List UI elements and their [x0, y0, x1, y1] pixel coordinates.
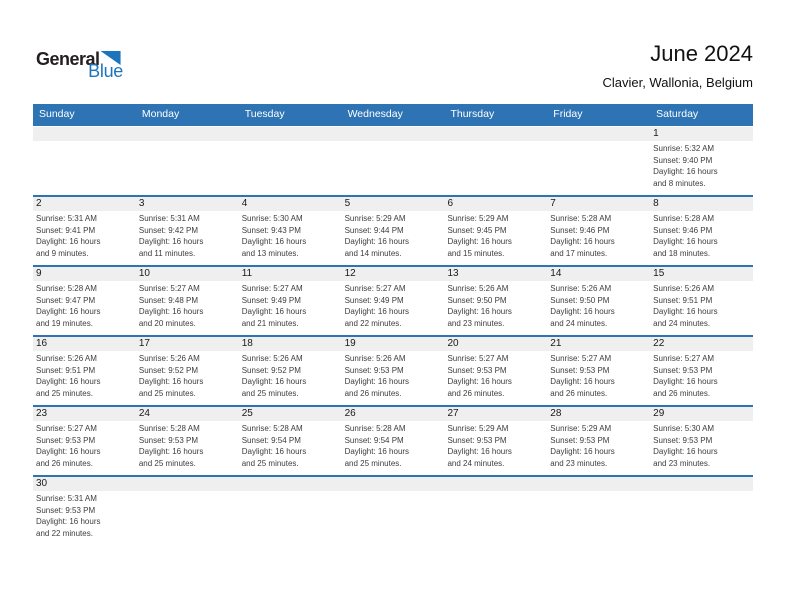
sunset-text: Sunset: 9:54 PM	[344, 435, 404, 445]
daylight-text-line2: and 26 minutes.	[36, 458, 93, 468]
day-details-row	[33, 211, 753, 259]
sunset-text: Sunset: 9:42 PM	[138, 225, 199, 235]
day-number	[136, 127, 239, 141]
day-details	[547, 351, 650, 399]
sunrise-text: Sunrise: 5:26 AM	[447, 284, 509, 293]
sunrise-text: Sunrise: 5:27 AM	[241, 284, 303, 293]
day-details	[136, 421, 239, 469]
date-number-strip	[33, 407, 753, 421]
sunset-text: Sunset: 9:50 PM	[447, 295, 507, 305]
weekday-header-row	[33, 104, 753, 126]
weekday-header-thursday: Thursday	[450, 108, 495, 120]
sunset-text: Sunset: 9:41 PM	[36, 225, 96, 235]
day-number: 5	[344, 198, 351, 209]
sunrise-text: Sunrise: 5:32 AM	[653, 144, 715, 153]
general-blue-logo	[36, 50, 123, 80]
weekday-header-saturday: Saturday	[656, 108, 699, 120]
day-details	[136, 211, 239, 259]
week-row	[33, 127, 753, 197]
day-number: 14	[550, 268, 562, 279]
day-number: 4	[241, 198, 248, 209]
daylight-text-line1: Daylight: 16 hours	[344, 447, 410, 456]
sunset-text: Sunset: 9:49 PM	[344, 295, 404, 305]
daylight-text-line1: Daylight: 16 hours	[241, 307, 307, 316]
daylight-text-line2: and 20 minutes.	[138, 318, 196, 328]
day-details	[444, 211, 547, 259]
sunset-text: Sunset: 9:43 PM	[241, 225, 301, 235]
empty-day-cell	[342, 491, 445, 539]
day-number: 10	[138, 268, 150, 279]
daylight-text-line1: Daylight: 16 hours	[138, 447, 204, 456]
daylight-text-line2: and 11 minutes.	[138, 248, 196, 258]
daylight-text-line1: Daylight: 16 hours	[653, 447, 718, 456]
daylight-text-line2: and 13 minutes.	[241, 248, 299, 258]
sunrise-text: Sunrise: 5:27 AM	[36, 424, 97, 433]
daylight-text-line1: Daylight: 16 hours	[36, 307, 101, 316]
day-number	[547, 127, 650, 141]
empty-day-cell	[444, 491, 547, 539]
day-number: 17	[138, 338, 150, 349]
day-number: 21	[550, 338, 562, 349]
day-details-row	[33, 421, 753, 469]
daylight-text-line2: and 25 minutes.	[36, 388, 93, 398]
daylight-text-line2: and 25 minutes.	[241, 388, 299, 398]
sunset-text: Sunset: 9:46 PM	[550, 225, 610, 235]
day-number: 9	[36, 268, 42, 279]
day-number	[547, 477, 650, 491]
sunrise-text: Sunrise: 5:28 AM	[653, 214, 715, 223]
daylight-text-line2: and 26 minutes.	[447, 388, 505, 398]
weekday-header-sunday: Sunday	[39, 108, 75, 120]
daylight-text-line1: Daylight: 16 hours	[653, 167, 718, 176]
day-details	[650, 141, 753, 189]
sunrise-text: Sunrise: 5:28 AM	[138, 424, 200, 433]
day-details	[239, 281, 342, 329]
sunset-text: Sunset: 9:45 PM	[447, 225, 507, 235]
daylight-text-line2: and 25 minutes.	[241, 458, 299, 468]
logo-text-blue: Blue	[88, 61, 123, 81]
sunrise-text: Sunrise: 5:26 AM	[36, 354, 97, 363]
sunset-text: Sunset: 9:40 PM	[653, 155, 713, 165]
sunset-text: Sunset: 9:53 PM	[653, 365, 713, 375]
day-number: 30	[36, 478, 48, 489]
day-details-row	[33, 491, 753, 539]
day-details-row	[33, 281, 753, 329]
daylight-text-line1: Daylight: 16 hours	[36, 517, 101, 526]
day-number: 13	[447, 268, 459, 279]
logo-text-general: General	[36, 49, 100, 69]
daylight-text-line2: and 23 minutes.	[550, 458, 608, 468]
sunset-text: Sunset: 9:53 PM	[36, 505, 96, 515]
day-details	[33, 351, 136, 399]
daylight-text-line2: and 19 minutes.	[36, 318, 93, 328]
sunrise-text: Sunrise: 5:26 AM	[653, 284, 715, 293]
date-number-strip	[33, 337, 753, 351]
sunset-text: Sunset: 9:54 PM	[241, 435, 301, 445]
month-title: June 2024	[650, 41, 753, 66]
sunset-text: Sunset: 9:52 PM	[241, 365, 301, 375]
sunrise-text: Sunrise: 5:27 AM	[344, 284, 406, 293]
sunset-text: Sunset: 9:53 PM	[344, 365, 404, 375]
day-number: 11	[241, 268, 253, 279]
daylight-text-line1: Daylight: 16 hours	[36, 237, 101, 246]
sunrise-text: Sunrise: 5:26 AM	[241, 354, 303, 363]
daylight-text-line1: Daylight: 16 hours	[550, 237, 615, 246]
sunrise-text: Sunrise: 5:29 AM	[344, 214, 406, 223]
empty-day-cell	[547, 491, 650, 539]
sunset-text: Sunset: 9:53 PM	[138, 435, 199, 445]
daylight-text-line1: Daylight: 16 hours	[447, 447, 512, 456]
daylight-text-line2: and 15 minutes.	[447, 248, 505, 258]
daylight-text-line1: Daylight: 16 hours	[344, 307, 410, 316]
daylight-text-line1: Daylight: 16 hours	[550, 307, 615, 316]
day-details	[650, 421, 753, 469]
day-details-row	[33, 141, 753, 189]
daylight-text-line1: Daylight: 16 hours	[241, 237, 307, 246]
daylight-text-line1: Daylight: 16 hours	[344, 237, 410, 246]
day-details	[136, 281, 239, 329]
empty-day-cell	[547, 141, 650, 189]
day-number: 1	[653, 128, 659, 139]
day-number	[342, 477, 445, 491]
day-details	[136, 351, 239, 399]
daylight-text-line1: Daylight: 16 hours	[447, 307, 512, 316]
sunrise-text: Sunrise: 5:29 AM	[447, 214, 509, 223]
sunrise-text: Sunrise: 5:30 AM	[241, 214, 303, 223]
empty-day-cell	[239, 491, 342, 539]
empty-day-cell	[444, 141, 547, 189]
day-number: 15	[653, 268, 665, 279]
sunset-text: Sunset: 9:51 PM	[653, 295, 713, 305]
daylight-text-line1: Daylight: 16 hours	[344, 377, 410, 386]
daylight-text-line2: and 25 minutes.	[138, 458, 196, 468]
sunset-text: Sunset: 9:48 PM	[138, 295, 199, 305]
day-number: 7	[550, 198, 556, 209]
day-number: 24	[138, 408, 150, 419]
daylight-text-line2: and 8 minutes.	[653, 178, 706, 188]
day-number	[444, 477, 547, 491]
date-number-strip	[33, 477, 753, 491]
sunset-text: Sunset: 9:53 PM	[653, 435, 713, 445]
sunset-text: Sunset: 9:53 PM	[447, 365, 507, 375]
daylight-text-line2: and 22 minutes.	[344, 318, 402, 328]
daylight-text-line1: Daylight: 16 hours	[653, 237, 718, 246]
day-details	[239, 421, 342, 469]
daylight-text-line1: Daylight: 16 hours	[550, 377, 615, 386]
day-number	[650, 477, 753, 491]
daylight-text-line1: Daylight: 16 hours	[550, 447, 615, 456]
daylight-text-line2: and 22 minutes.	[36, 528, 93, 538]
daylight-text-line1: Daylight: 16 hours	[36, 447, 101, 456]
day-details	[650, 281, 753, 329]
sunrise-text: Sunrise: 5:28 AM	[36, 284, 97, 293]
day-details	[342, 351, 445, 399]
sunset-text: Sunset: 9:53 PM	[447, 435, 507, 445]
day-number: 29	[653, 408, 665, 419]
daylight-text-line1: Daylight: 16 hours	[653, 377, 718, 386]
daylight-text-line2: and 26 minutes.	[344, 388, 402, 398]
sunrise-text: Sunrise: 5:29 AM	[447, 424, 509, 433]
day-details	[547, 421, 650, 469]
day-details-row	[33, 351, 753, 399]
day-details	[444, 281, 547, 329]
empty-day-cell	[342, 141, 445, 189]
date-number-strip	[33, 267, 753, 281]
day-number: 16	[36, 338, 48, 349]
day-details	[444, 351, 547, 399]
daylight-text-line1: Daylight: 16 hours	[241, 377, 307, 386]
day-number: 18	[241, 338, 253, 349]
daylight-text-line2: and 26 minutes.	[653, 388, 711, 398]
weekday-header-monday: Monday	[141, 108, 180, 120]
day-details	[33, 421, 136, 469]
week-row	[33, 477, 753, 547]
sunrise-text: Sunrise: 5:27 AM	[138, 284, 200, 293]
daylight-text-line2: and 14 minutes.	[344, 248, 402, 258]
day-details	[33, 491, 136, 539]
day-number: 28	[550, 408, 562, 419]
sunrise-text: Sunrise: 5:28 AM	[550, 214, 612, 223]
day-details	[33, 281, 136, 329]
sunset-text: Sunset: 9:53 PM	[550, 365, 610, 375]
day-number	[239, 127, 342, 141]
calendar-table	[33, 104, 753, 547]
daylight-text-line2: and 23 minutes.	[447, 318, 505, 328]
day-details	[650, 211, 753, 259]
weekday-header-friday: Friday	[553, 108, 583, 120]
sunrise-text: Sunrise: 5:27 AM	[447, 354, 509, 363]
sunrise-text: Sunrise: 5:30 AM	[653, 424, 715, 433]
day-number: 20	[447, 338, 459, 349]
weekday-header-wednesday: Wednesday	[347, 108, 403, 120]
empty-day-cell	[136, 491, 239, 539]
day-number: 25	[241, 408, 253, 419]
sunrise-text: Sunrise: 5:27 AM	[653, 354, 715, 363]
day-details	[239, 211, 342, 259]
sunset-text: Sunset: 9:46 PM	[653, 225, 713, 235]
sunset-text: Sunset: 9:50 PM	[550, 295, 610, 305]
week-row	[33, 267, 753, 337]
weekday-header-tuesday: Tuesday	[244, 108, 285, 120]
location-subtitle: Clavier, Wallonia, Belgium	[602, 75, 753, 90]
day-details	[547, 211, 650, 259]
day-number: 8	[653, 198, 659, 209]
daylight-text-line2: and 21 minutes.	[241, 318, 299, 328]
date-number-strip	[33, 127, 753, 141]
title-block	[602, 42, 753, 90]
day-number	[239, 477, 342, 491]
sunrise-text: Sunrise: 5:28 AM	[344, 424, 406, 433]
week-row	[33, 337, 753, 407]
day-number: 27	[447, 408, 459, 419]
day-number: 12	[344, 268, 356, 279]
sunset-text: Sunset: 9:49 PM	[241, 295, 301, 305]
daylight-text-line2: and 17 minutes.	[550, 248, 608, 258]
daylight-text-line1: Daylight: 16 hours	[138, 377, 204, 386]
sunset-text: Sunset: 9:44 PM	[344, 225, 404, 235]
calendar-weeks	[33, 127, 753, 547]
day-number: 19	[344, 338, 356, 349]
sunset-text: Sunset: 9:51 PM	[36, 365, 96, 375]
sunrise-text: Sunrise: 5:28 AM	[241, 424, 303, 433]
week-row	[33, 197, 753, 267]
empty-day-cell	[239, 141, 342, 189]
sunrise-text: Sunrise: 5:31 AM	[138, 214, 200, 223]
daylight-text-line2: and 24 minutes.	[653, 318, 711, 328]
day-number: 23	[36, 408, 48, 419]
day-number	[444, 127, 547, 141]
day-number: 3	[138, 198, 145, 209]
sunrise-text: Sunrise: 5:31 AM	[36, 494, 97, 503]
daylight-text-line2: and 18 minutes.	[653, 248, 711, 258]
sunrise-text: Sunrise: 5:26 AM	[344, 354, 406, 363]
sunset-text: Sunset: 9:53 PM	[550, 435, 610, 445]
date-number-strip	[33, 197, 753, 211]
daylight-text-line2: and 25 minutes.	[138, 388, 196, 398]
day-details	[444, 421, 547, 469]
sunrise-text: Sunrise: 5:27 AM	[550, 354, 612, 363]
empty-day-cell	[33, 141, 136, 189]
day-details	[342, 281, 445, 329]
day-details	[239, 351, 342, 399]
daylight-text-line2: and 24 minutes.	[447, 458, 505, 468]
daylight-text-line1: Daylight: 16 hours	[138, 237, 204, 246]
sunrise-text: Sunrise: 5:31 AM	[36, 214, 97, 223]
day-details	[342, 211, 445, 259]
day-details	[342, 421, 445, 469]
daylight-text-line1: Daylight: 16 hours	[241, 447, 307, 456]
daylight-text-line2: and 24 minutes.	[550, 318, 608, 328]
day-details	[547, 281, 650, 329]
daylight-text-line2: and 9 minutes.	[36, 248, 89, 258]
daylight-text-line2: and 25 minutes.	[344, 458, 402, 468]
day-number	[136, 477, 239, 491]
day-number: 6	[447, 198, 453, 209]
day-number	[33, 127, 136, 141]
sunset-text: Sunset: 9:53 PM	[36, 435, 96, 445]
day-number: 26	[344, 408, 356, 419]
empty-day-cell	[650, 491, 753, 539]
daylight-text-line1: Daylight: 16 hours	[447, 237, 512, 246]
daylight-text-line1: Daylight: 16 hours	[447, 377, 512, 386]
day-details	[33, 211, 136, 259]
daylight-text-line2: and 23 minutes.	[653, 458, 711, 468]
day-details	[650, 351, 753, 399]
daylight-text-line2: and 26 minutes.	[550, 388, 608, 398]
daylight-text-line1: Daylight: 16 hours	[36, 377, 101, 386]
daylight-text-line1: Daylight: 16 hours	[653, 307, 718, 316]
day-number: 22	[653, 338, 665, 349]
sunset-text: Sunset: 9:52 PM	[138, 365, 199, 375]
day-number: 2	[36, 198, 42, 209]
empty-day-cell	[136, 141, 239, 189]
sunrise-text: Sunrise: 5:26 AM	[550, 284, 612, 293]
sunrise-text: Sunrise: 5:26 AM	[138, 354, 200, 363]
sunrise-text: Sunrise: 5:29 AM	[550, 424, 612, 433]
week-row	[33, 407, 753, 477]
daylight-text-line1: Daylight: 16 hours	[138, 307, 204, 316]
sunset-text: Sunset: 9:47 PM	[36, 295, 96, 305]
day-number	[342, 127, 445, 141]
